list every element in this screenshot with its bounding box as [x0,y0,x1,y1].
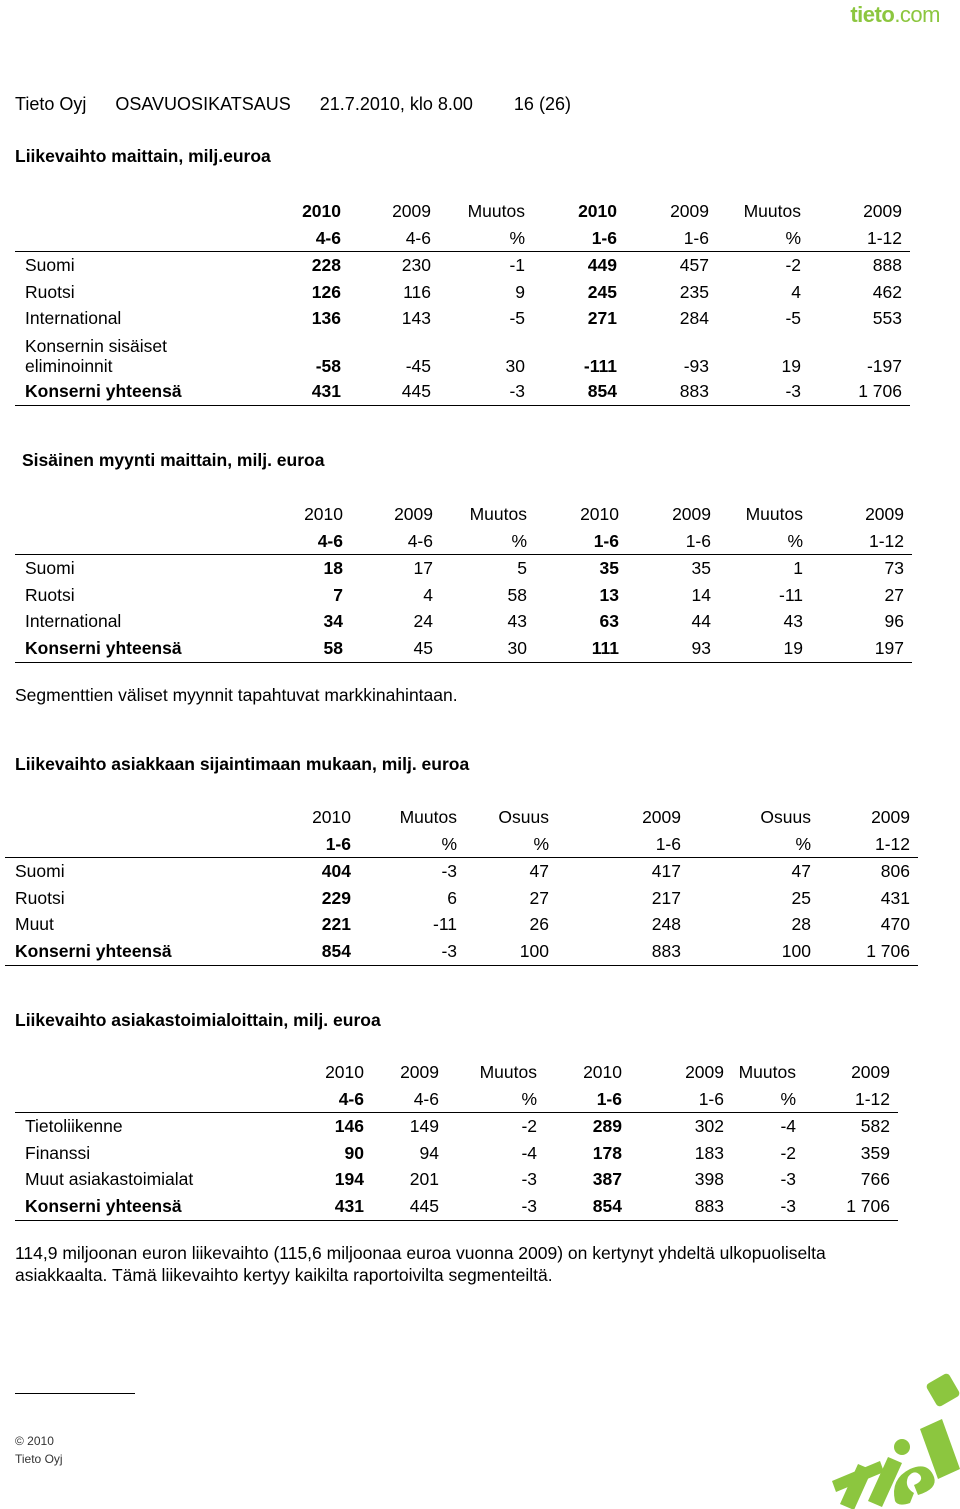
header-cell: 2010 [302,201,341,221]
row-label: Konserni yhteensä [15,1193,270,1220]
cell: 883 [625,378,717,405]
row-label-line: Konsernin sisäiset [25,335,168,356]
cell: 149 [409,1116,439,1137]
table-row [15,582,912,609]
header-cell: 2009 [672,504,711,524]
cell: -2 [785,255,801,276]
cell: 30 [505,355,525,376]
revenue-by-customer-location-table [5,804,918,966]
cell: 417 [651,861,681,882]
table-row [15,1166,898,1193]
header-cell: 4-6 [351,528,441,555]
cell: -5 [785,308,801,329]
cell: -3 [447,1193,545,1220]
cell: 25 [791,887,811,908]
table-row [5,885,918,912]
cell: 136 [311,308,341,329]
revenue-by-customer-industry-table [15,1059,898,1221]
cell: 14 [691,584,711,605]
cell: 359 [860,1142,890,1163]
cell: 7 [333,584,343,605]
cell: 28 [791,914,811,935]
cell: 30 [441,635,535,662]
cell: -45 [405,355,431,376]
cell: 34 [323,611,343,632]
cell: 201 [409,1169,439,1190]
header-cell: 2010 [580,504,619,524]
header-cell: Osuus [498,807,549,827]
table-row [15,332,910,378]
cell: 47 [529,861,549,882]
table3-title: Liikevaihto asiakkaan sijaintimaan mukaan, milj. euroa [15,754,470,774]
cell: -3 [359,938,465,965]
cell: 6 [447,887,457,908]
header-cell: 1-6 [263,831,359,858]
row-label: International [25,611,122,632]
cell: 398 [694,1169,724,1190]
total-row [15,1193,898,1220]
cell: -3 [521,1169,537,1190]
document-header [15,94,595,115]
cell: 27 [529,887,549,908]
header-cell: 1-6 [545,1086,630,1113]
header-cell: 4-6 [372,1086,447,1113]
cell: 43 [507,611,527,632]
cell: 854 [263,938,359,965]
header-cell: 2010 [578,201,617,221]
table2-note: Segmenttien väliset myynnit tapahtuvat markkinahintaan. [15,685,458,705]
cell: 197 [811,635,912,662]
header-cell: 2009 [670,201,709,221]
row-label: Konserni yhteensä [15,378,245,405]
brand-url [850,2,940,28]
cell: 883 [557,938,689,965]
row-label: Konserni yhteensä [15,635,245,662]
row-label: Muut asiakastoimialat [25,1169,194,1190]
cell: -11 [433,914,457,935]
cell: -58 [315,355,341,376]
header-cell: 2009 [865,504,904,524]
table-row [15,305,910,332]
cell: 9 [515,281,525,302]
table-header-row [5,804,918,831]
header-company: Tieto Oyj [15,94,87,114]
row-label: Tietoliikenne [25,1116,123,1137]
header-cell: 2009 [392,201,431,221]
cell: 116 [403,281,431,302]
header-cell: 1-6 [627,528,719,555]
cell: 35 [691,558,711,579]
cell: 96 [884,611,904,632]
cell: 18 [323,558,343,579]
cell: 462 [872,281,902,302]
header-cell: 1-6 [533,225,625,252]
cell: 26 [529,914,549,935]
cell: 13 [599,584,619,605]
header-cell: 2010 [304,504,343,524]
header-cell: Osuus [760,807,811,827]
cell: -3 [732,1193,804,1220]
header-report: OSAVUOSIKATSAUS [115,94,291,114]
cell: 1 706 [809,378,910,405]
cell: 126 [311,281,341,302]
header-cell: 1-12 [809,225,910,252]
table-row [15,279,910,306]
header-cell: 2009 [851,1062,890,1082]
header-cell: 1-6 [625,225,717,252]
cell: -5 [509,308,525,329]
cell: 94 [419,1142,439,1163]
cell: 45 [351,635,441,662]
row-label: Muut [15,914,54,935]
cell: 194 [334,1169,364,1190]
header-cell: Muutos [467,201,525,221]
table-row [15,1113,898,1140]
cell: -2 [780,1142,796,1163]
cell: 302 [694,1116,724,1137]
table-header-row [15,501,912,528]
table-header-row [15,1059,898,1086]
cell: 229 [321,887,351,908]
cell: 284 [679,308,709,329]
internal-sales-table [15,501,912,663]
cell: 90 [344,1142,364,1163]
brand-url-suffix: .com [894,2,940,27]
cell: 766 [860,1169,890,1190]
cell: 58 [507,584,527,605]
row-label: International [25,308,122,329]
header-cell: 1-6 [630,1086,732,1113]
header-cell: 2009 [685,1062,724,1082]
header-cell: 2009 [394,504,433,524]
cell: 888 [872,255,902,276]
cell: 404 [321,861,351,882]
cell: 19 [719,635,811,662]
header-cell: Muutos [738,1062,796,1082]
row-label: Finanssi [25,1142,91,1163]
total-row [15,378,910,405]
table2-title: Sisäinen myynti maittain, milj. euroa [22,450,325,470]
cell: 19 [781,355,801,376]
table-row [5,911,918,938]
cell: 93 [627,635,719,662]
copyright-owner: Tieto Oyj [15,1452,63,1466]
cell: 553 [872,308,902,329]
table-row [15,252,910,279]
copyright [15,1432,63,1468]
header-cell: 2009 [642,807,681,827]
cell: 217 [651,887,681,908]
header-cell: Muutos [743,201,801,221]
header-cell: 4-6 [349,225,439,252]
cell: -111 [583,355,617,376]
cell: 27 [884,584,904,605]
cell: 248 [651,914,681,935]
header-cell: % [717,225,809,252]
cell: 228 [311,255,341,276]
table-header-row [15,198,910,225]
cell: -93 [683,355,709,376]
cell: 387 [592,1169,622,1190]
row-label-line: eliminoinnit [25,355,113,376]
cell: 146 [334,1116,364,1137]
cell: 470 [880,914,910,935]
cell: -4 [521,1142,537,1163]
cell: -3 [780,1169,796,1190]
header-cell: 2010 [312,807,351,827]
table-row [15,1140,898,1167]
cell: 1 [793,558,803,579]
row-label: Suomi [25,558,75,579]
row-label: Ruotsi [25,281,75,302]
cell: 178 [592,1142,622,1163]
cell: 235 [679,281,709,302]
cell: -3 [441,861,457,882]
header-cell: Muutos [469,504,527,524]
cell: 445 [372,1193,447,1220]
header-cell: 2010 [325,1062,364,1082]
cell: 4 [423,584,433,605]
header-cell: 2009 [863,201,902,221]
cell: -197 [866,355,902,376]
body-paragraph: 114,9 miljoonan euron liikevaihto (115,6 miljoonaa euroa vuonna 2009) on kertynyt yhdeltä ulkopuoliselta asiakkaalta. Tämä liikevaihto kertyy kaikilta raportoivilta segmenteiltä. [15,1243,826,1285]
cell: 431 [245,378,349,405]
cell: -3 [717,378,809,405]
cell: 35 [599,558,619,579]
cell: 58 [245,635,351,662]
cell: 24 [413,611,433,632]
cell: 183 [694,1142,724,1163]
header-cell: % [465,831,557,858]
row-label: Konserni yhteensä [5,938,263,965]
header-cell: Muutos [399,807,457,827]
header-date: 21.7.2010, klo 8.00 [319,94,473,114]
cell: 445 [349,378,439,405]
tieto-logo-icon [810,1369,960,1509]
total-row [5,938,918,965]
footnote-divider [15,1393,135,1394]
cell: 63 [599,611,619,632]
header-cell: % [719,528,811,555]
cell: -3 [439,378,533,405]
cell: 43 [783,611,803,632]
header-cell: % [689,831,819,858]
total-row [15,635,912,662]
header-cell: Muutos [479,1062,537,1082]
cell: 143 [401,308,431,329]
cell: 47 [791,861,811,882]
cell: 854 [533,378,625,405]
table4-title: Liikevaihto asiakastoimialoittain, milj. euroa [15,1010,381,1030]
row-label: Ruotsi [25,584,75,605]
cell: 431 [270,1193,372,1220]
table-row [15,555,912,582]
cell: 883 [630,1193,732,1220]
cell: 17 [413,558,433,579]
cell: 1 706 [819,938,918,965]
table1-title: Liikevaihto maittain, milj.euroa [15,146,271,166]
header-cell: 4-6 [270,1086,372,1113]
cell: -11 [779,584,803,605]
cell: 582 [860,1116,890,1137]
row-label: Suomi [25,255,75,276]
header-cell: 1-6 [557,831,689,858]
brand-url-main: tieto [850,2,895,27]
cell: 111 [535,635,627,662]
cell: 221 [321,914,351,935]
cell: 230 [401,255,431,276]
header-cell: % [359,831,465,858]
cell: 5 [517,558,527,579]
header-cell: 1-12 [819,831,918,858]
cell: 431 [880,887,910,908]
header-cell: 1-12 [811,528,912,555]
cell: 806 [880,861,910,882]
row-label: Suomi [15,861,65,882]
cell: 289 [592,1116,622,1137]
header-cell: 1-6 [535,528,627,555]
cell: 44 [691,611,711,632]
table-row [15,608,912,635]
header-page: 16 (26) [513,94,571,114]
header-cell: 2010 [583,1062,622,1082]
table-header-row [15,528,912,555]
header-cell: % [439,225,533,252]
table-header-row [15,225,910,252]
header-cell: 4-6 [245,528,351,555]
revenue-by-country-table [15,198,910,406]
row-label [15,332,245,378]
cell: 457 [679,255,709,276]
cell: 73 [884,558,904,579]
header-cell: 2009 [400,1062,439,1082]
header-cell: 1-12 [804,1086,898,1113]
cell: -4 [780,1116,796,1137]
cell: 1 706 [804,1193,898,1220]
header-cell: Muutos [745,504,803,524]
cell: -2 [521,1116,537,1137]
cell: 854 [545,1193,630,1220]
header-cell: % [732,1086,804,1113]
table-header-row [15,1086,898,1113]
table-row [5,858,918,885]
cell: 4 [791,281,801,302]
copyright-year: © 2010 [15,1434,54,1448]
table-header-row [5,831,918,858]
cell: 100 [689,938,819,965]
row-label: Ruotsi [15,887,65,908]
cell: 100 [465,938,557,965]
cell: 271 [587,308,617,329]
header-cell: % [447,1086,545,1113]
cell: 449 [587,255,617,276]
header-cell: 2009 [871,807,910,827]
cell: 245 [587,281,617,302]
header-cell: 4-6 [245,225,349,252]
cell: -1 [509,255,525,276]
header-cell: % [441,528,535,555]
